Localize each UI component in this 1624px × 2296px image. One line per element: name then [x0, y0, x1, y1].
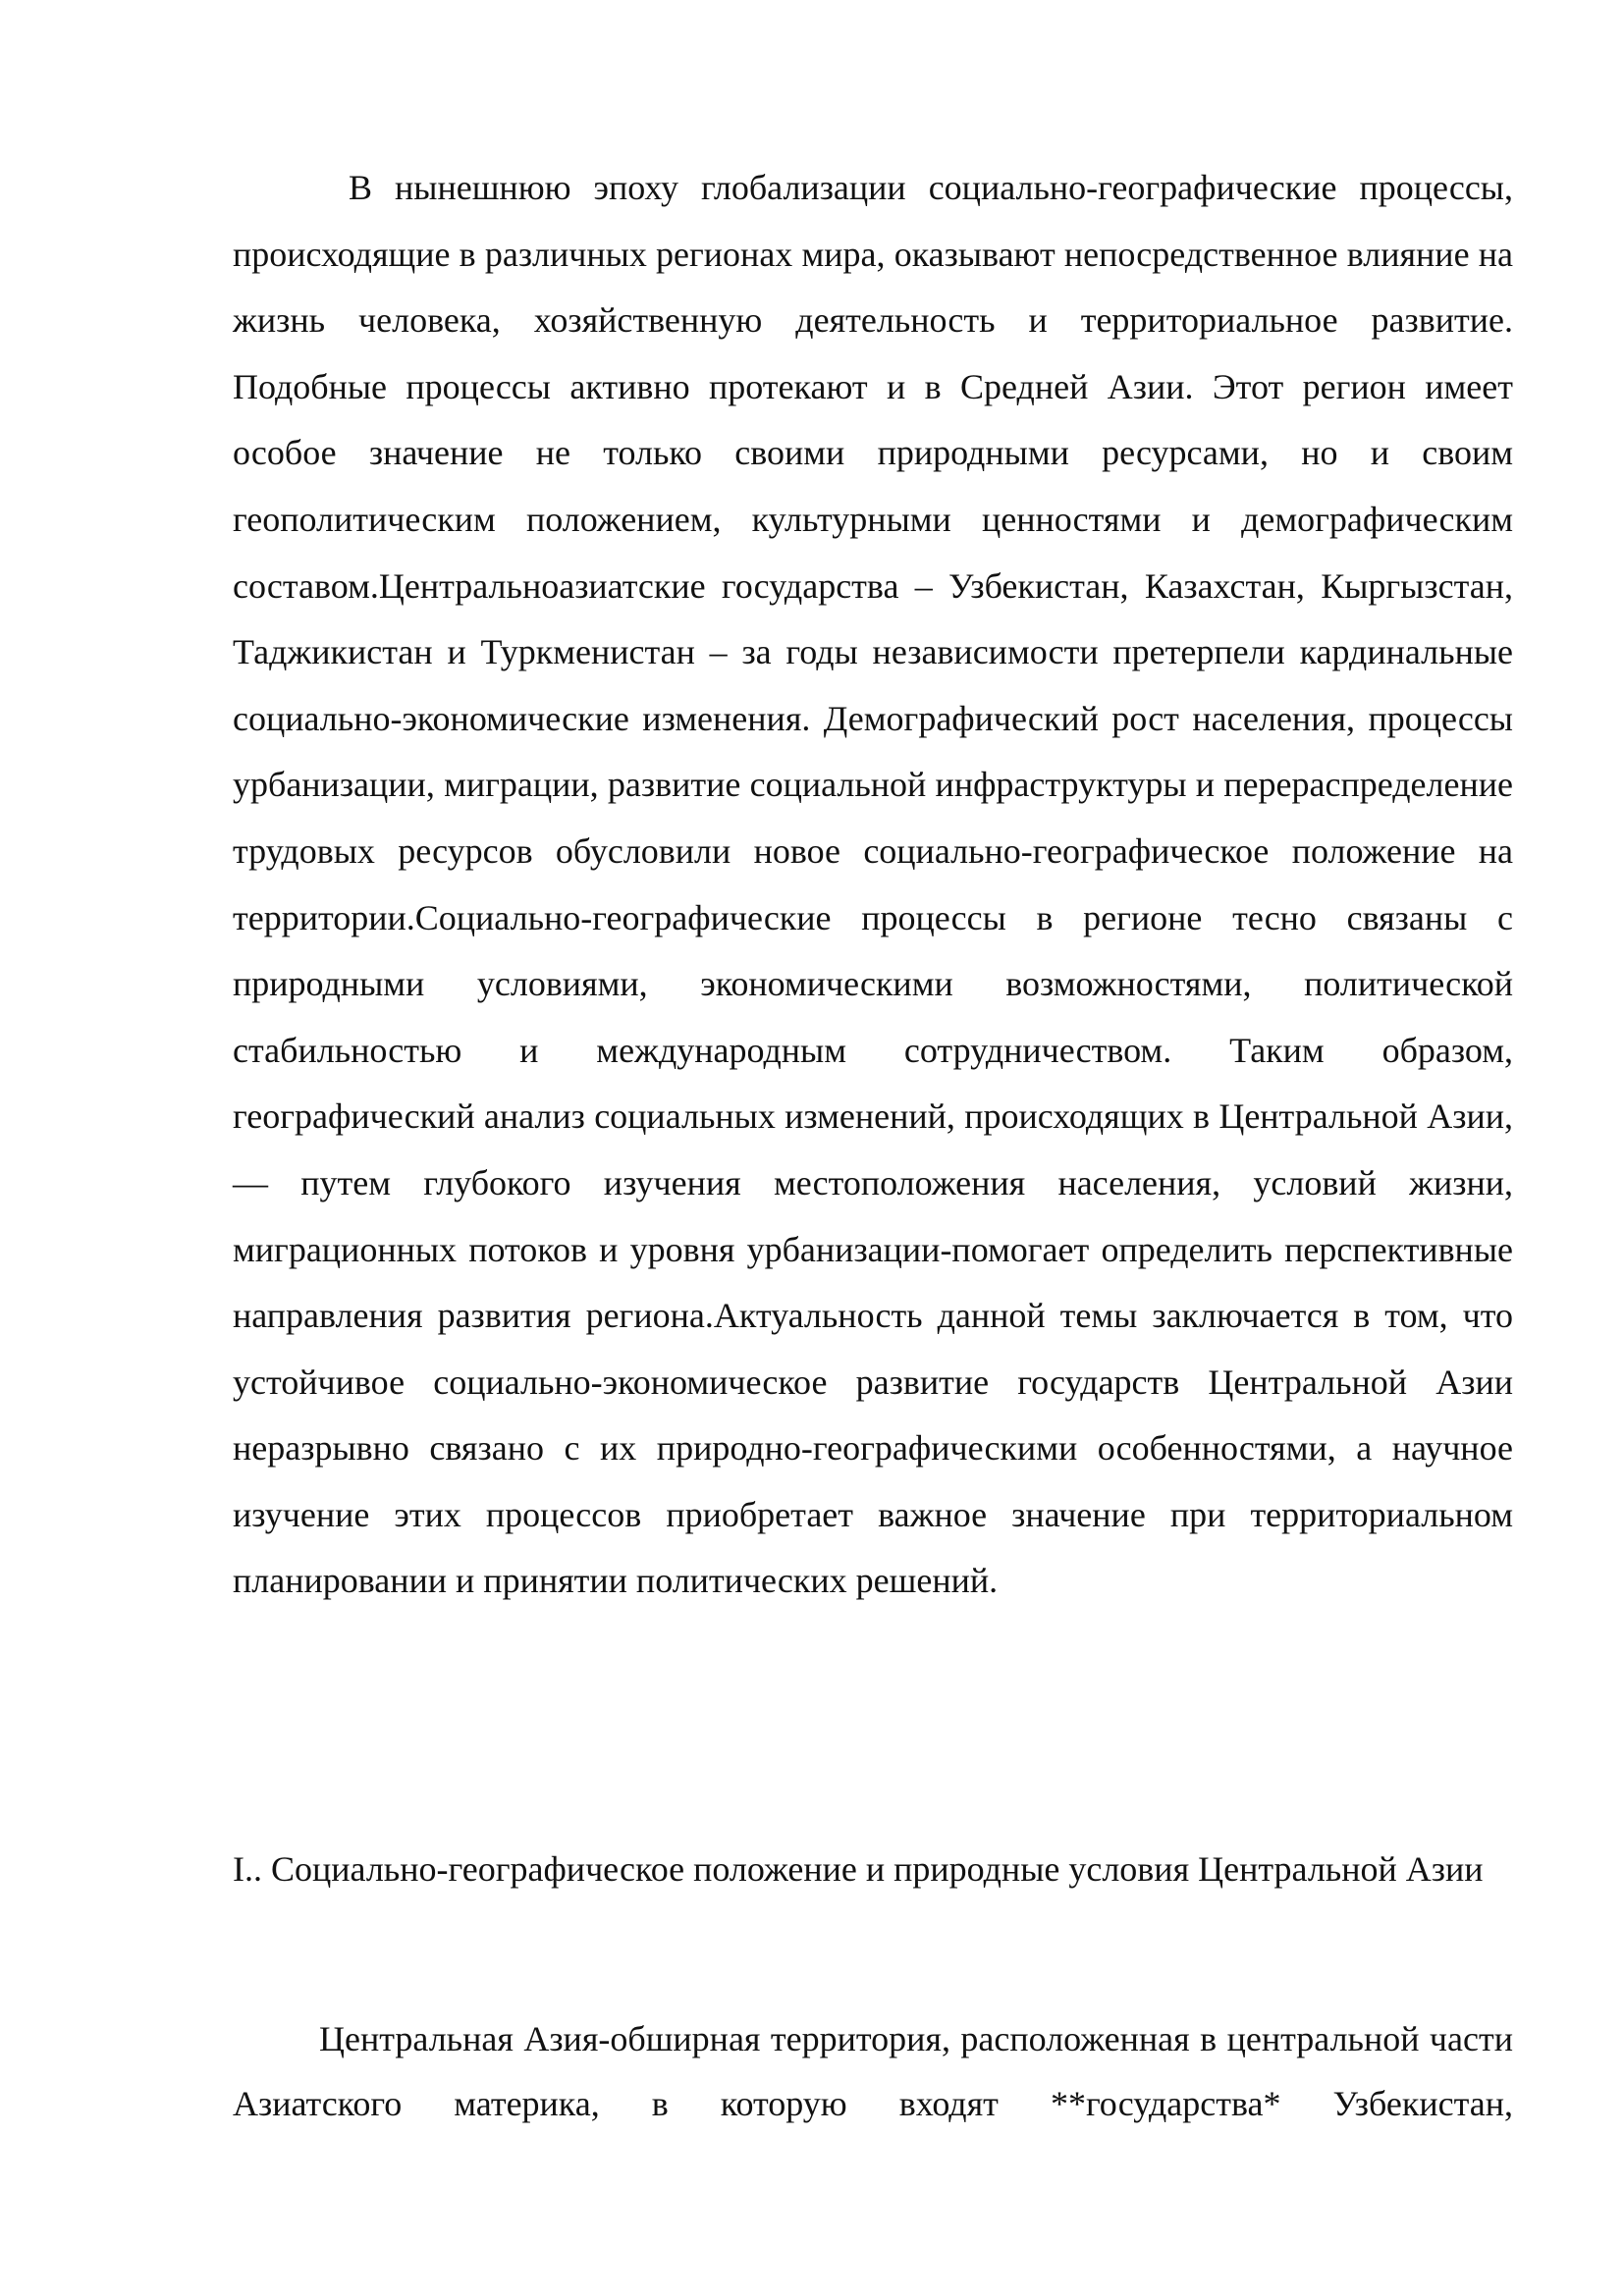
section-paragraph-text: Центральная Азия-обширная территория, расположенная в центральной части Азиатского материка, в которую входят **государства* Узбекистан, [233, 2019, 1513, 2123]
section-paragraph [233, 2006, 1513, 2201]
intro-paragraph: В нынешнюю эпоху глобализации социально-географические процессы, происходящие в различных регионах мира, оказывают непосредственное влияние на жизнь человека, хозяйственную деятельность и территориальное развитие. Подобные процессы активно протекают и в Средней Азии. Этот регион имеет особое значение не только своими природными ресурсами, но и своим геополитическим положением, культурными ценностями и демографическим составом.Центральноазиатские государства – Узбекистан, Казахстан, Кыргызстан, Таджикистан и Туркменистан – за годы независимости претерпели кардинальные социально-экономические изменения. Демографический рост населения, процессы урбанизации, миграции, развитие социальной инфраструктуры и перераспределение трудовых ресурсов обусловили новое социально-географическое положение на территории.Социально-географические процессы в регионе тесно связаны с природными условиями, экономическими возможностями, политической стабильностью и международным сотрудничеством. Таким образом, географический анализ социальных изменений, происходящих в Центральной Азии, — путем глубокого изучения местоположения населения, условий жизни, миграционных потоков и уровня урбанизации-помогает определить перспективные направления развития региона.Актуальность данной темы заключается в том, что устойчивое социально-экономическое развитие государств Центральной Азии неразрывно связано с их природно-географическими особенностями, а научное изучение этих процессов приобретает важное значение при территориальном планировании и принятии политических решений. [233, 168, 1513, 1601]
section-heading: I.. Социально-географическое положение и природные условия Центральной Азии [233, 1849, 1484, 1889]
